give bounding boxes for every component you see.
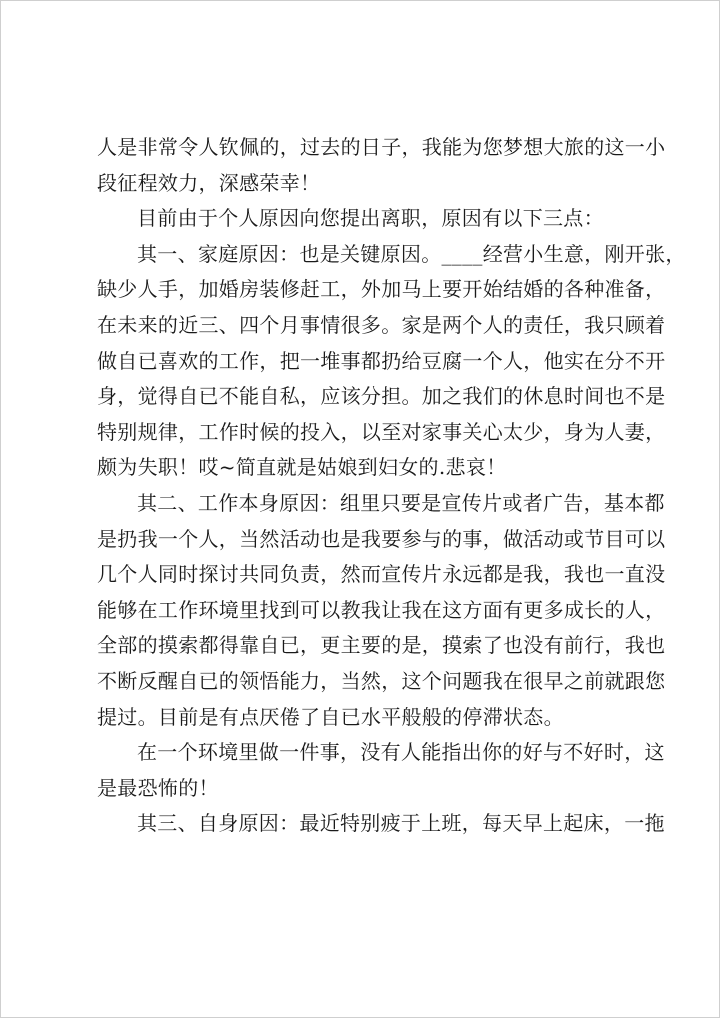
- text-line: 特别规律，工作时候的投入，以至对家事关心太少，身为人妻，: [97, 419, 666, 444]
- text-line: 是最恐怖的！: [97, 775, 219, 800]
- text-line: 能够在工作环境里找到可以教我让我在这方面有更多成长的人，: [97, 597, 666, 622]
- document-body: [97, 130, 686, 842]
- paragraph: [97, 486, 666, 735]
- text-line: 其一、家庭原因：也是关键原因。____经营小生意，刚开张，: [137, 241, 686, 266]
- text-line: 提过。目前是有点厌倦了自已水平般般的停滞状态。: [97, 704, 564, 729]
- text-line: 不断反醒自已的领悟能力，当然，这个问题我在很早之前就跟您: [97, 668, 666, 693]
- text-line: 颇为失职！哎~简直就是姑娘到妇女的.悲哀！: [97, 455, 507, 480]
- text-line: 全部的摸索都得靠自已，更主要的是，摸索了也没有前行，我也: [97, 633, 666, 658]
- text-line: 其二、工作本身原因：组里只要是宣传片或者广告，基本都: [137, 490, 665, 515]
- text-line: 在一个环境里做一件事，没有人能指出你的好与不好时，这: [137, 740, 665, 765]
- text-line: 几个人同时探讨共同负责，然而宣传片永远都是我，我也一直没: [97, 562, 666, 587]
- text-line: 做自已喜欢的工作，把一堆事都扔给豆腐一个人，他实在分不开: [97, 348, 666, 373]
- text-line: 人是非常令人钦佩的，过去的日子，我能为您梦想大旅的这一小: [97, 135, 666, 159]
- paragraph: [97, 237, 686, 486]
- text-line: 在未来的近三、四个月事情很多。家是两个人的责任，我只顾着: [97, 312, 666, 337]
- paragraph: [97, 735, 665, 806]
- text-line: 是扔我一个人，当然活动也是我要参与的事，做活动或节目可以: [97, 526, 666, 551]
- paragraph: [97, 130, 666, 201]
- text-line: 身，觉得自已不能自私，应该分担。加之我们的休息时间也不是: [97, 384, 666, 409]
- text-line: 其三、自身原因：最近特别疲于上班，每天早上起床，一拖: [137, 811, 665, 836]
- text-line: 缺少人手，加婚房装修赶工，外加马上要开始结婚的各种准备，: [97, 277, 666, 302]
- paragraph: [97, 201, 657, 237]
- text-line: 段征程效力，深感荣幸！: [97, 170, 321, 195]
- paragraph: [97, 806, 665, 842]
- text-line: 目前由于个人原因向您提出离职，原因有以下三点：: [137, 206, 604, 231]
